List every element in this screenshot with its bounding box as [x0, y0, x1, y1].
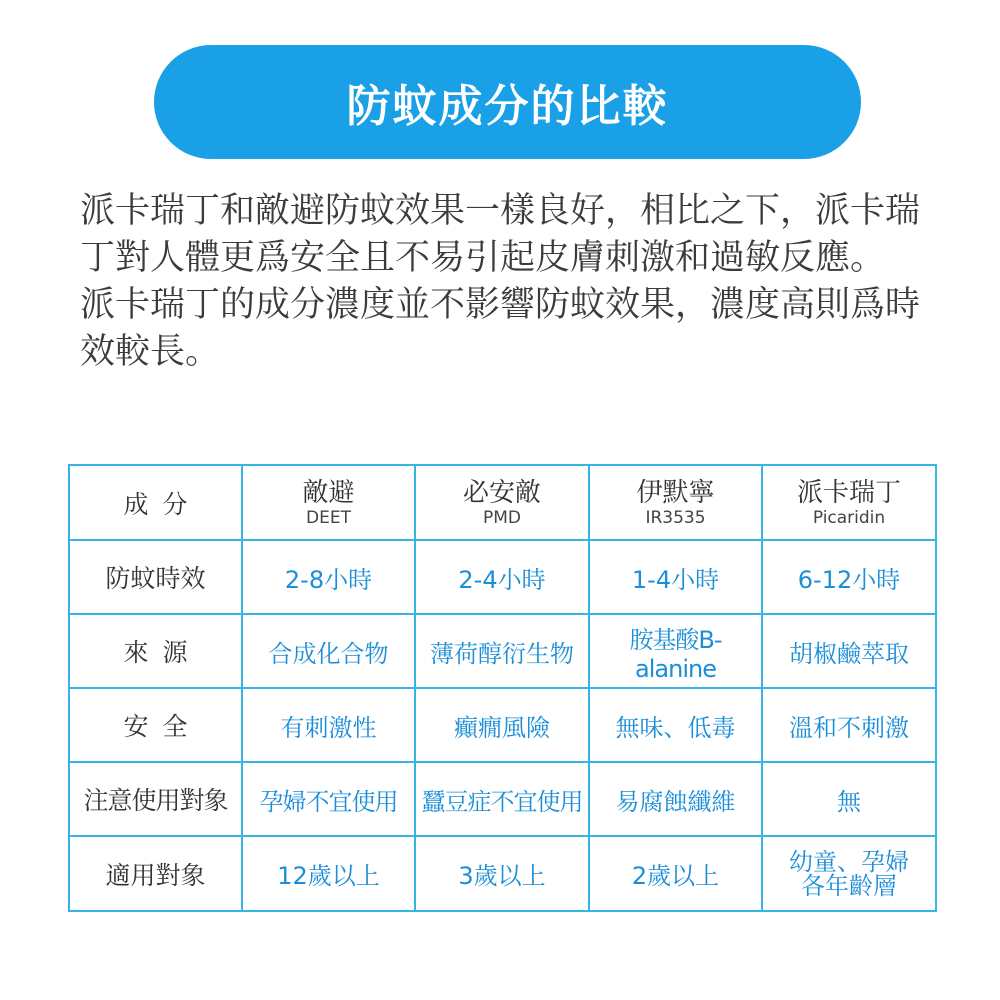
table-cell: 合成化合物	[242, 614, 415, 688]
column-name: 派卡瑞丁	[796, 477, 901, 508]
column-name: 敵避	[302, 477, 355, 508]
table-cell-line: 各年齡層	[801, 871, 897, 900]
intro-paragraph-1: 派卡瑞丁和敵避防蚊效果一樣良好，相比之下，派卡瑞丁對人體更爲安全且不易引起皮膚刺激和過敏反應。	[80, 191, 921, 278]
corner-header	[69, 465, 242, 540]
table-cell: 3歲以上	[415, 836, 589, 911]
table-row-source	[69, 614, 936, 688]
row-label: 適用對象	[69, 836, 242, 911]
column-header-pmd	[415, 465, 589, 540]
column-english-name: DEET	[306, 507, 351, 528]
table-cell: 胺基酸B-alanine	[589, 614, 762, 688]
table-cell: 易腐蝕纖維	[589, 762, 762, 836]
table-row-duration	[69, 540, 936, 614]
table-header-row	[69, 465, 936, 540]
table-cell: 胡椒鹼萃取	[762, 614, 936, 688]
intro-text	[80, 188, 930, 376]
table-cell-line: 幼童、孕婦	[789, 847, 909, 876]
row-label: 防蚊時效	[69, 540, 242, 614]
corner-header-label: 成分	[123, 489, 202, 519]
table-row-safety	[69, 688, 936, 762]
row-label-text: 來源	[123, 638, 202, 667]
table-cell: 2-4小時	[415, 540, 589, 614]
column-header-ir3535	[589, 465, 762, 540]
table-cell: 薄荷醇衍生物	[415, 614, 589, 688]
table-cell	[762, 836, 936, 911]
table-cell: 無	[762, 762, 936, 836]
table-cell: 6-12小時	[762, 540, 936, 614]
table-cell: 癲癇風險	[415, 688, 589, 762]
table-cell: 1-4小時	[589, 540, 762, 614]
column-name: 伊默寧	[636, 477, 715, 508]
table-row-suitable	[69, 836, 936, 911]
column-english-name: PMD	[482, 507, 521, 528]
column-header-picaridin	[762, 465, 936, 540]
comparison-table	[68, 464, 937, 912]
table-cell: 12歲以上	[242, 836, 415, 911]
table-row-caution	[69, 762, 936, 836]
table-cell: 有刺激性	[242, 688, 415, 762]
table-cell: 2-8小時	[242, 540, 415, 614]
table-cell: 無味、低毒	[589, 688, 762, 762]
intro-paragraph-2: 派卡瑞丁的成分濃度並不影響防蚊效果，濃度高則爲時效較長。	[80, 285, 921, 372]
table-cell: 溫和不刺激	[762, 688, 936, 762]
table-cell: 2歲以上	[589, 836, 762, 911]
row-label	[69, 614, 242, 688]
title-banner	[154, 45, 861, 159]
column-name: 必安敵	[462, 477, 541, 508]
row-label-text: 安全	[123, 712, 202, 741]
row-label	[69, 688, 242, 762]
table-cell: 蠶豆症不宜使用	[415, 762, 589, 836]
column-english-name: Picaridin	[812, 507, 886, 528]
table-cell: 孕婦不宜使用	[242, 762, 415, 836]
column-english-name: IR3535	[645, 507, 706, 528]
row-label: 注意使用對象	[69, 762, 242, 836]
column-header-deet	[242, 465, 415, 540]
page-title: 防蚊成分的比較	[346, 81, 669, 132]
